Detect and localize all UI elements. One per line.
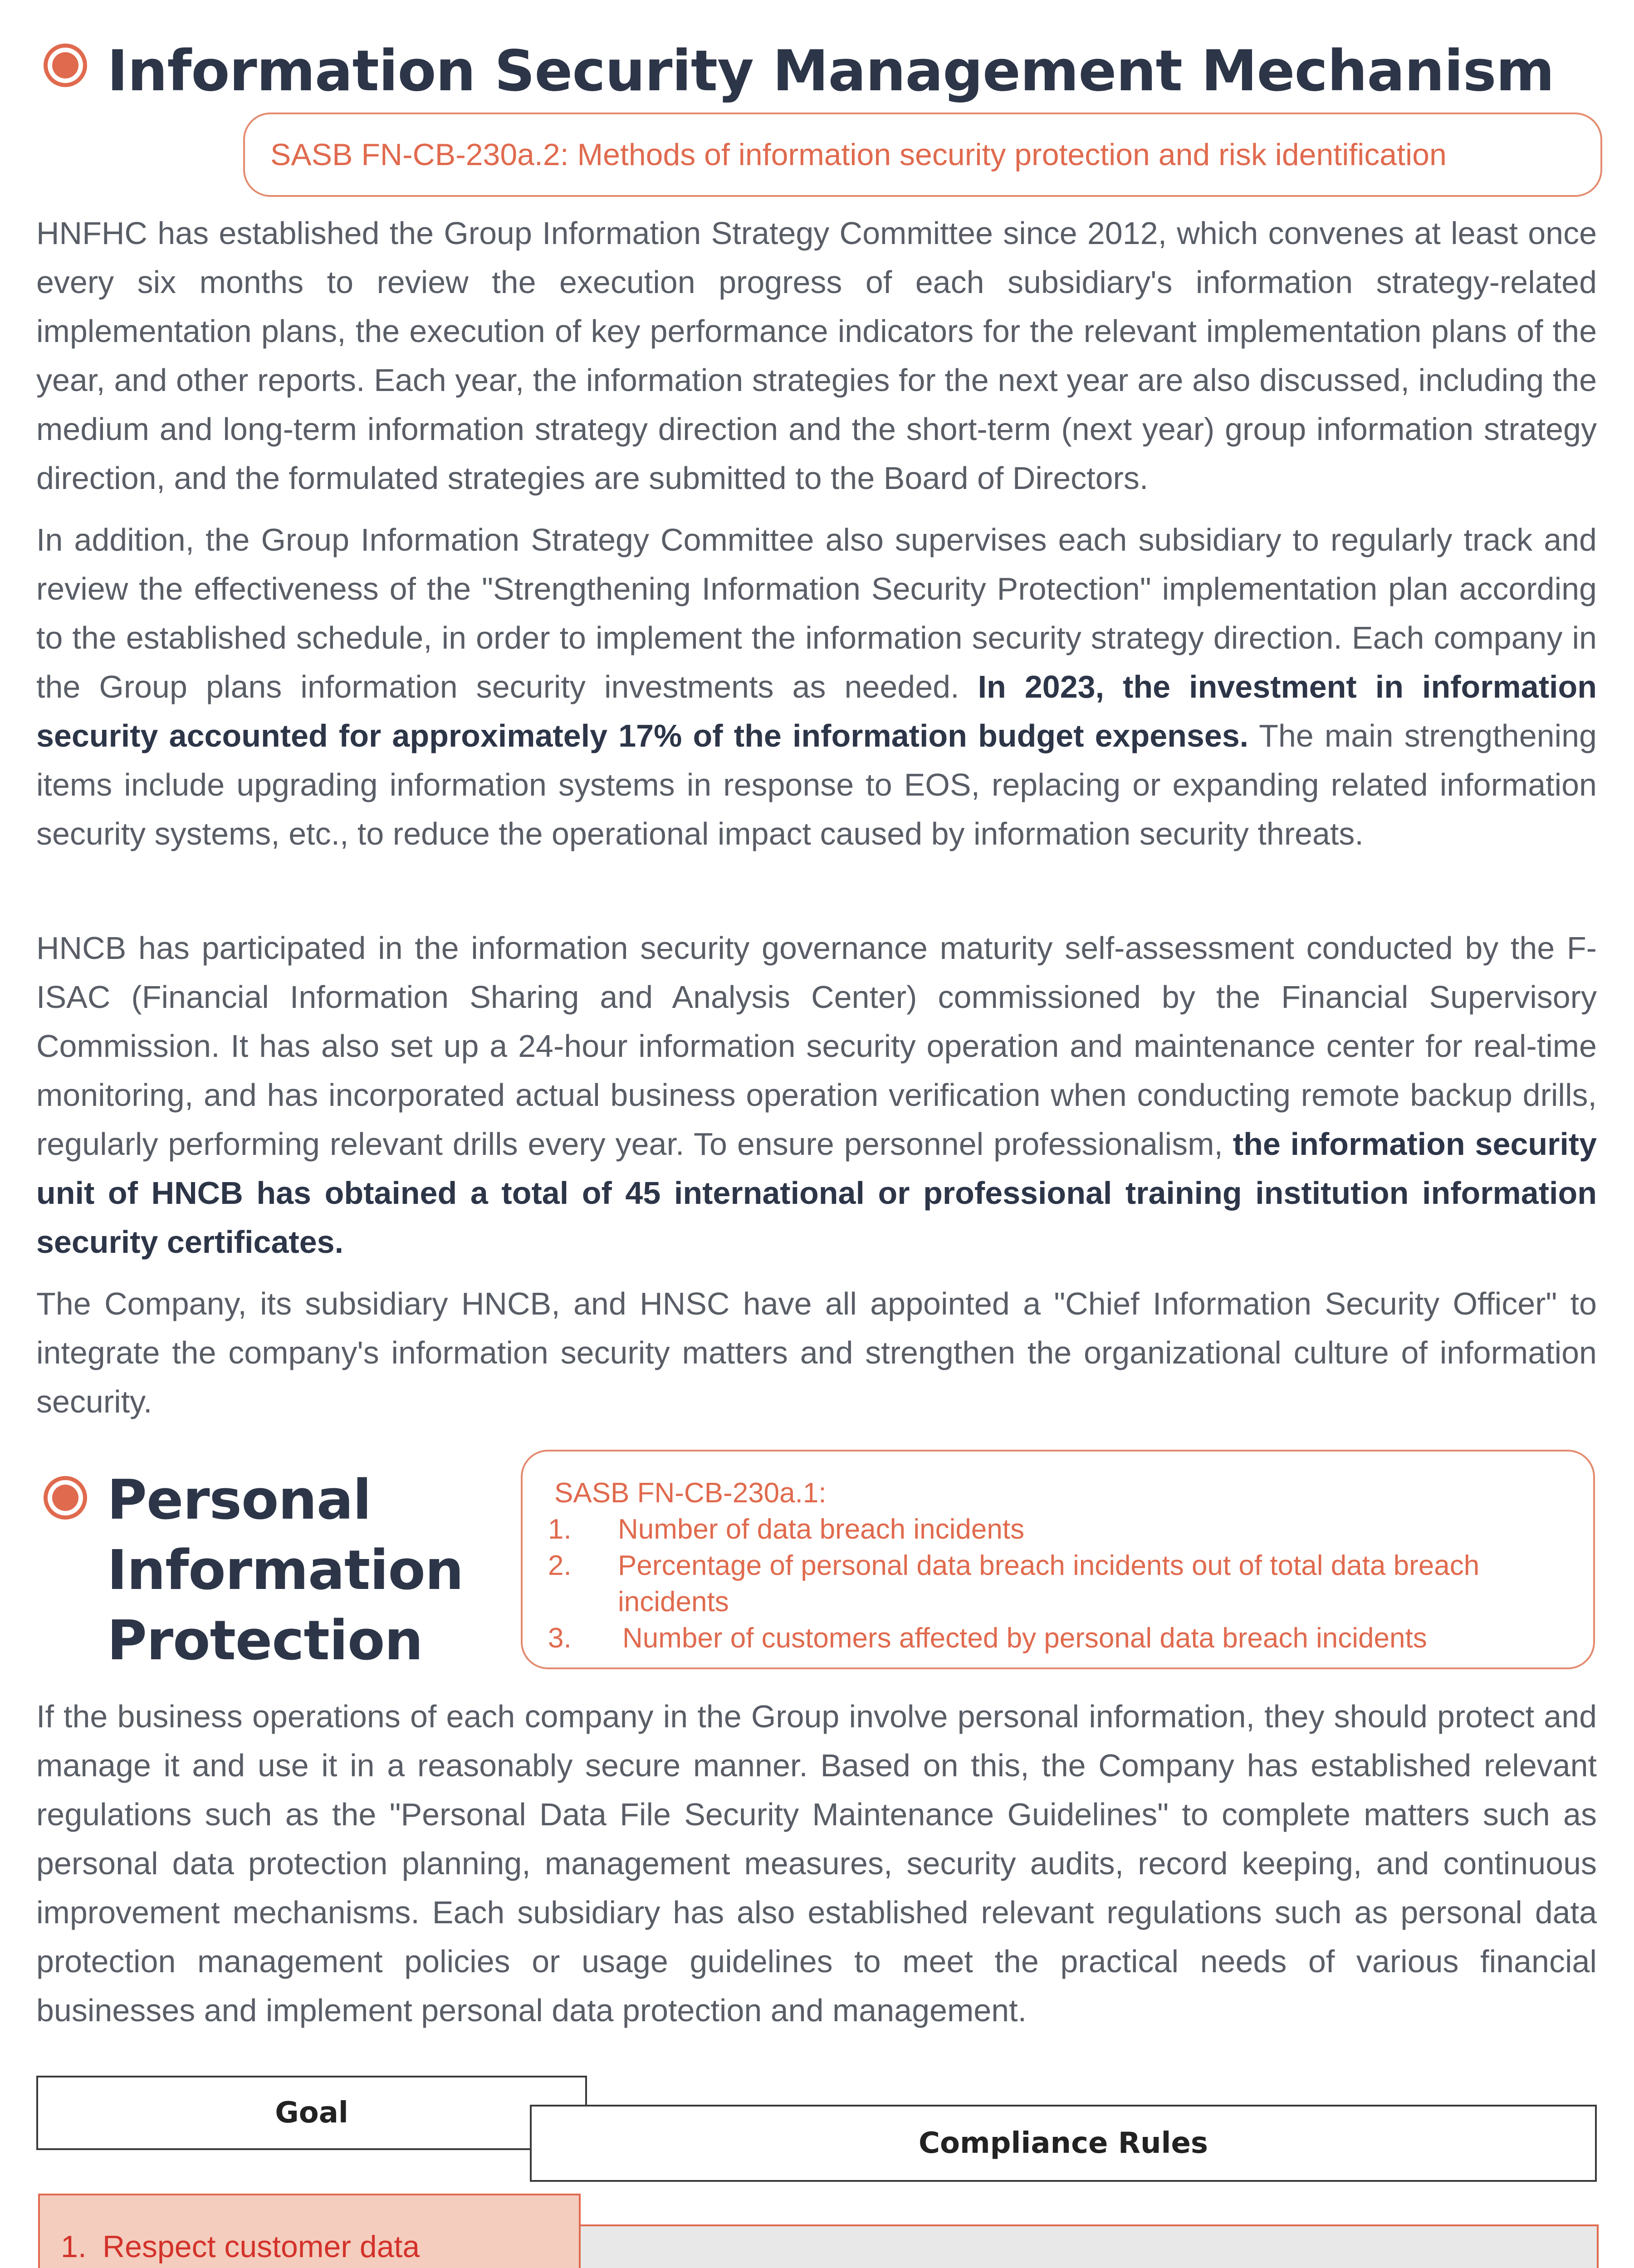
- bullet-circle-icon: [44, 1476, 87, 1520]
- sasb-metric-list: [548, 1511, 1575, 1657]
- list-item: 1. Respect customer data: [61, 2229, 420, 2264]
- section-title-text: Information Security Management Mechanism: [107, 39, 1554, 104]
- sasb-tag: [243, 112, 1602, 197]
- section-title-info-security: [44, 28, 1554, 114]
- section-title-personal-info: [44, 1465, 463, 1676]
- paragraph-3: HNCB has participated in the information security governance maturity self-assessment conducted by the F-ISAC (Financial Information Sharing and Analysis Center) commissioned by the Financial Supervisory Commission. It has also set up a 24-hour information security operation and maintenance center for real-time monitoring, and has incorporated actual business operation verification when conducting remote backup drills, regularly performing relevant drills every year. To ensure personnel professionalism, the information security unit of HNCB has obtained a total of 45 international or professional training institution information security certificates.: [36, 930, 1597, 1260]
- paragraph-1: HNFHC has established the Group Information Strategy Committee since 2012, which convenes at least once every six months to review the execution progress of each subsidiary's information strategy-related implementation plans, the execution of key performance indicators for the relevant implementation plans of the year, and other reports. Each year, the information strategies for the next year are also discussed, including the medium and long-term information strategy direction and the short-term (next year) group information strategy direction, and the formulated strategies are submitted to the Board of Directors.: [36, 215, 1597, 496]
- compliance-rules-header: Compliance Rules: [530, 2105, 1597, 2182]
- goal-list: [61, 2226, 551, 2268]
- paragraph-4: The Company, its subsidiary HNCB, and HNSC have all appointed a "Chief Information Security Officer" to integrate the company's information security matters and strengthen the organizational culture of information security.: [36, 1286, 1597, 1419]
- compliance-rules-panel: [522, 2224, 1599, 2268]
- section-title-text: Personal Information Protection: [107, 1469, 464, 1672]
- rules-panel-shape: [522, 2224, 1599, 2268]
- paragraph-personal-info: If the business operations of each company in the Group involve personal information, they should protect and manage it and use it in a reasonably secure manner. Based on this, the Company has established relevant regulations such as the "Personal Data File Security Maintenance Guidelines" to complete matters such as personal data protection planning, management measures, security audits, record keeping, and continuous improvement mechanisms. Each subsidiary has also established relevant regulations such as personal data protection management policies or usage guidelines to meet the practical needs of various financial businesses and implement personal data protection and management.: [36, 1699, 1597, 2028]
- sasb-tag-text: SASB FN-CB-230a.2: Methods of information security protection and risk identification: [270, 137, 1447, 172]
- sasb-tag-heading: SASB FN-CB-230a.1:: [554, 1477, 827, 1509]
- bullet-circle-icon: [44, 44, 87, 87]
- list-item: 3. Number of customers affected by personal data breach incidents: [548, 1623, 1427, 1654]
- paragraph-2: In addition, the Group Information Strategy Committee also supervises each subsidiary to regularly track and review the effectiveness of the "Strengthening Information Security Protection" implementation plan according to the established schedule, in order to implement the information security strategy direction. Each company in the Group plans information security investments as needed. In 2023, the investment in information security accounted for approximately 17% of the information budget expenses. The main strengthening items include upgrading information systems in response to EOS, replacing or expanding related information security systems, etc., to reduce the operational impact caused by information security threats.: [36, 522, 1597, 851]
- sasb-tag-list: [521, 1450, 1595, 1669]
- list-item: 2. Percentage of personal data breach incidents out of total data breach incidents: [548, 1550, 1480, 1618]
- list-item: 1. Number of data breach incidents: [548, 1514, 1025, 1545]
- goal-header: Goal: [36, 2076, 587, 2150]
